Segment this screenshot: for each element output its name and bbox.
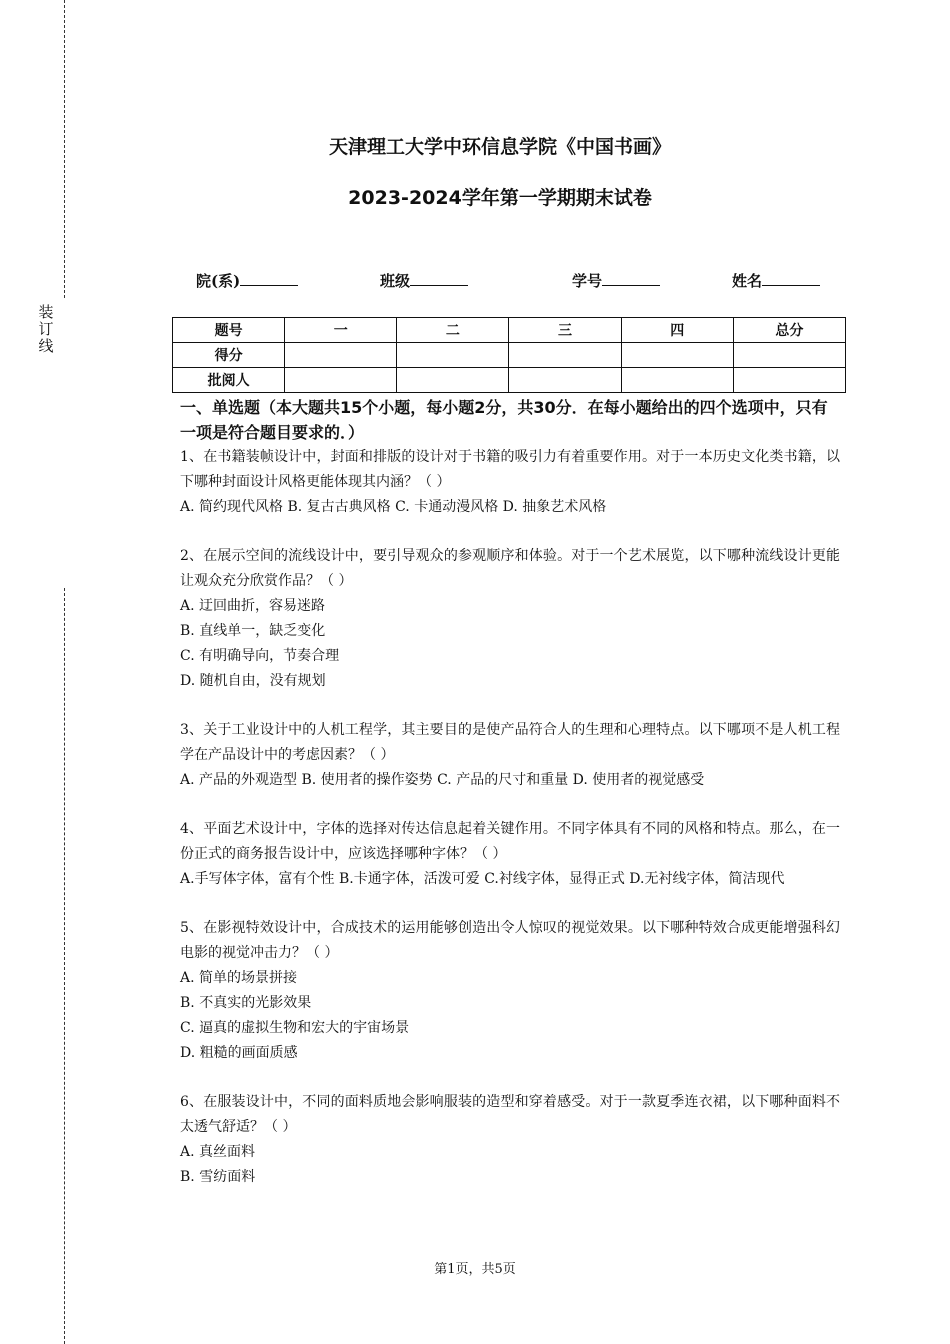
reviewer-cell	[397, 368, 509, 393]
class-blank	[410, 271, 468, 286]
exam-subtitle: 2023-2024学年第一学期期末试卷	[348, 187, 652, 209]
exam-title: 天津理工大学中环信息学院《中国书画》	[328, 136, 671, 158]
score-cell	[733, 343, 845, 368]
department-label: 院(系)	[196, 272, 241, 290]
name-label: 姓名	[732, 272, 763, 290]
question-3	[180, 718, 840, 793]
question-stem: 5、在影视特效设计中，合成技术的运用能够创造出令人惊叹的视觉效果。以下哪种特效合成更能增强科幻电影的视觉冲击力？（ ）	[180, 920, 840, 961]
reviewer-row	[173, 368, 846, 393]
table-row-label: 得分	[173, 343, 285, 368]
score-cell	[397, 343, 509, 368]
question-option: C. 逼真的虚拟生物和宏大的宇宙场景	[180, 1020, 410, 1036]
score-table-header-row	[173, 318, 846, 343]
binding-char: 装	[38, 303, 54, 321]
question-option: D. 粗糙的画面质感	[180, 1045, 298, 1061]
score-table	[172, 317, 846, 393]
question-2	[180, 544, 840, 694]
section-heading: 一、单选题（本大题共15个小题，每小题2分，共30分．在每小题给出的四个选项中，只有一项是符合题目要求的．）	[180, 398, 828, 442]
question-stem: 6、在服装设计中，不同的面料质地会影响服装的造型和穿着感受。对于一款夏季连衣裙，以下哪种面料不太透气舒适？（ ）	[180, 1094, 840, 1135]
department-field	[196, 270, 298, 291]
student-id-blank	[602, 271, 660, 286]
class-field	[380, 270, 468, 291]
question-options: A. 产品的外观造型 B. 使用者的操作姿势 C. 产品的尺寸和重量 D. 使用者的视觉感受	[180, 772, 705, 788]
question-stem: 4、平面艺术设计中，字体的选择对传达信息起着关键作用。不同字体具有不同的风格和特点。那么，在一份正式的商务报告设计中，应该选择哪种字体？（ ）	[180, 821, 840, 862]
reviewer-cell	[621, 368, 733, 393]
class-label: 班级	[380, 272, 411, 290]
question-option: B. 不真实的光影效果	[180, 995, 312, 1011]
binding-char: 订	[38, 320, 54, 338]
binding-label	[38, 304, 54, 355]
reviewer-cell	[285, 368, 397, 393]
question-options: A. 简约现代风格 B. 复古古典风格 C. 卡通动漫风格 D. 抽象艺术风格	[180, 499, 607, 515]
question-option: A. 真丝面料	[180, 1144, 256, 1160]
binding-dashed-line-bottom	[64, 588, 65, 1344]
question-option: B. 直线单一，缺乏变化	[180, 623, 326, 639]
binding-char: 线	[38, 337, 54, 355]
table-row-label: 批阅人	[173, 368, 285, 393]
question-options: A.手写体字体，富有个性 B.卡通字体，活泼可爱 C.衬线字体，显得正式 D.无衬线字体，简洁现代	[180, 871, 785, 887]
question-option: A. 迂回曲折，容易迷路	[180, 598, 326, 614]
question-stem: 1、在书籍装帧设计中，封面和排版的设计对于书籍的吸引力有着重要作用。对于一本历史文化类书籍，以下哪种封面设计风格更能体现其内涵？（ ）	[180, 449, 840, 490]
name-blank	[762, 271, 820, 286]
question-option: B. 雪纺面料	[180, 1169, 256, 1185]
department-blank	[240, 271, 298, 286]
page-footer: 第1页，共5页	[434, 1262, 516, 1277]
table-header-cell: 四	[621, 318, 733, 343]
question-4	[180, 817, 840, 892]
question-1	[180, 445, 840, 520]
table-header-cell: 二	[397, 318, 509, 343]
student-id-label: 学号	[572, 272, 603, 290]
question-section	[180, 395, 840, 1190]
score-cell	[621, 343, 733, 368]
question-option: A. 简单的场景拼接	[180, 970, 298, 986]
score-cell	[509, 343, 621, 368]
reviewer-cell	[509, 368, 621, 393]
question-stem: 3、关于工业设计中的人机工程学，其主要目的是使产品符合人的生理和心理特点。以下哪项不是人机工程学在产品设计中的考虑因素？（ ）	[180, 722, 840, 763]
reviewer-cell	[733, 368, 845, 393]
score-cell	[285, 343, 397, 368]
question-6	[180, 1090, 840, 1190]
table-header-cell: 总分	[733, 318, 845, 343]
table-header-cell: 一	[285, 318, 397, 343]
question-stem: 2、在展示空间的流线设计中，要引导观众的参观顺序和体验。对于一个艺术展览，以下哪种流线设计更能让观众充分欣赏作品？（ ）	[180, 548, 840, 589]
question-5	[180, 916, 840, 1066]
score-row	[173, 343, 846, 368]
student-id-field	[572, 270, 660, 291]
question-option: C. 有明确导向，节奏合理	[180, 648, 340, 664]
question-option: D. 随机自由，没有规划	[180, 673, 326, 689]
name-field	[732, 270, 820, 291]
table-header-cell: 题号	[173, 318, 285, 343]
table-header-cell: 三	[509, 318, 621, 343]
